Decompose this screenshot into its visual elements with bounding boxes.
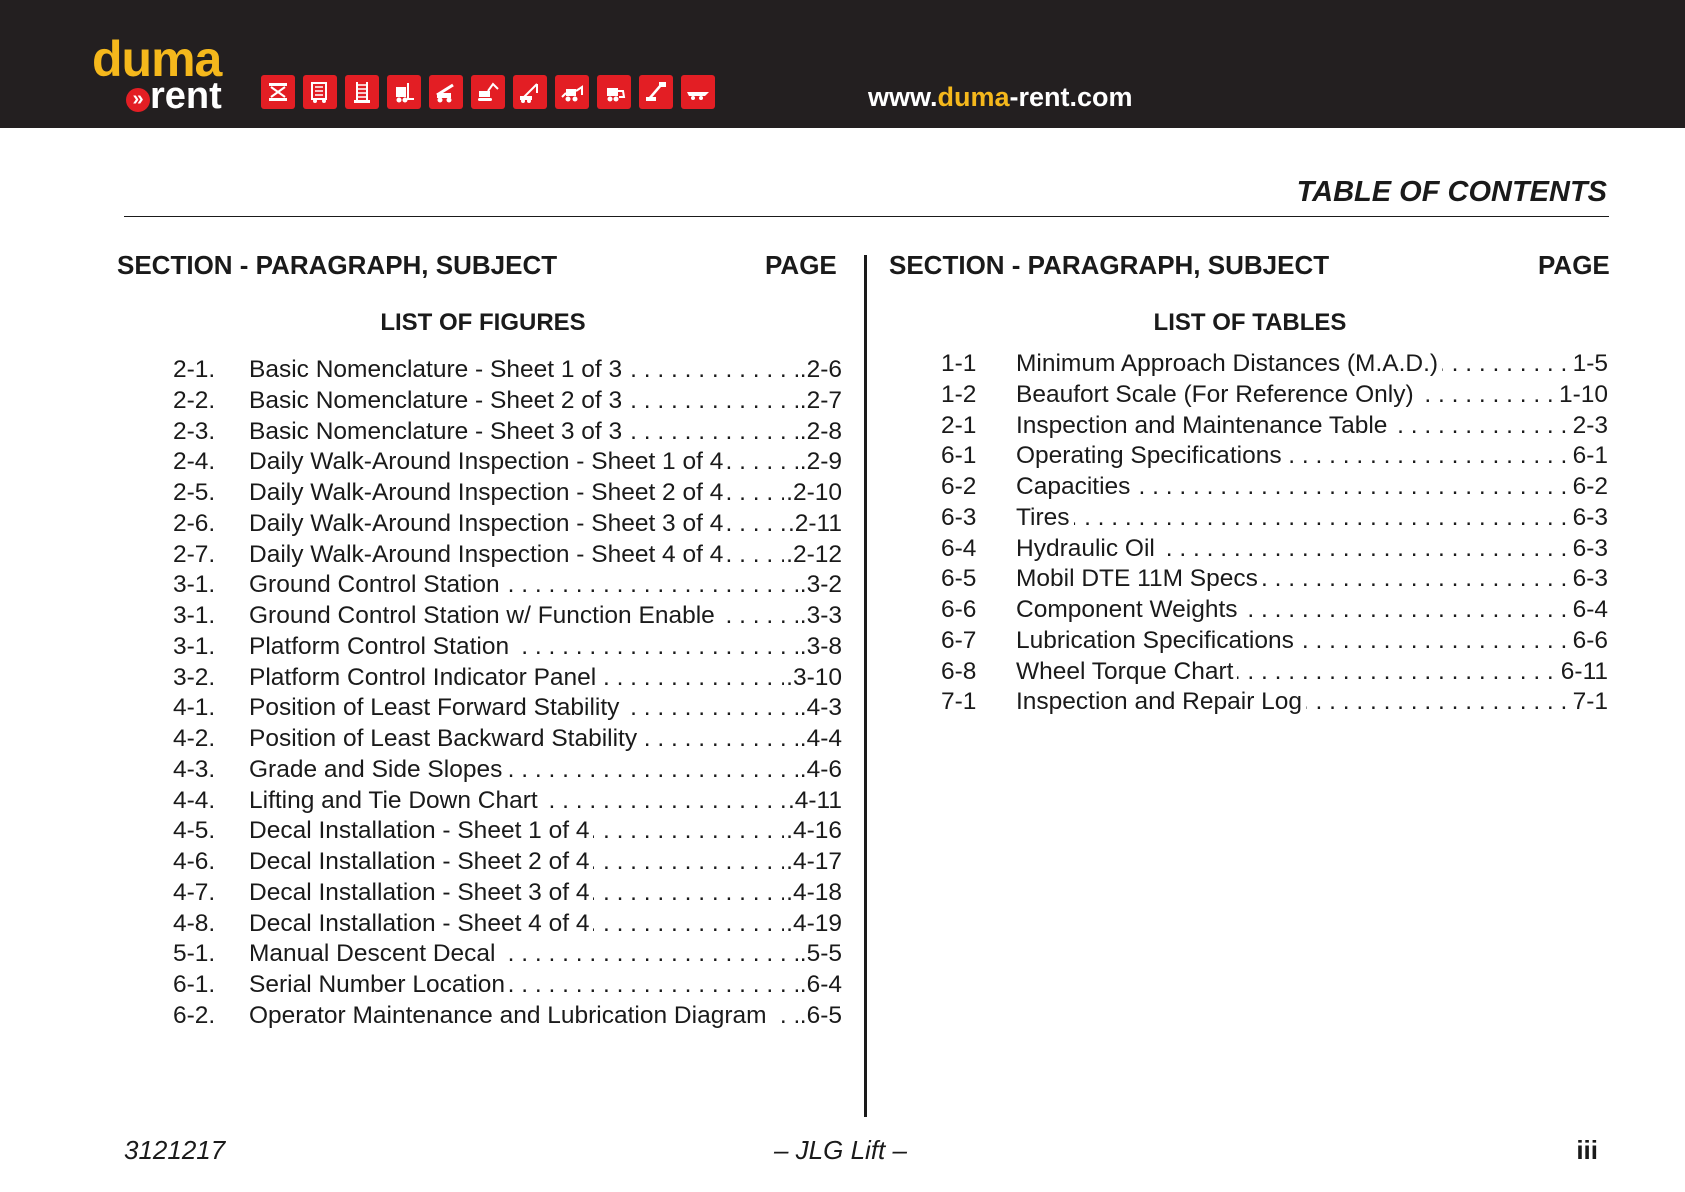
toc-entry[interactable] [941, 503, 1608, 534]
scissor-lift-icon [261, 75, 295, 109]
entry-title-leader [249, 786, 842, 817]
toc-entry[interactable] [173, 755, 842, 786]
toc-entry[interactable] [941, 564, 1608, 595]
right-header-subject: SECTION - PARAGRAPH, SUBJECT [889, 250, 1330, 280]
entry-title: Beaufort Scale (For Reference Only) [1016, 381, 1418, 408]
entry-page: 6-3 [1571, 534, 1608, 565]
toc-entry[interactable] [173, 417, 842, 448]
header-banner [0, 0, 1685, 128]
toc-entry[interactable] [941, 534, 1608, 565]
figures-list [173, 355, 842, 1032]
website-prefix: www. [868, 82, 938, 112]
logo-chevron-icon: » [126, 88, 150, 112]
entry-title: Decal Installation - Sheet 3 of 4 [249, 879, 593, 906]
left-header-subject: SECTION - PARAGRAPH, SUBJECT [117, 250, 558, 280]
aerial-platform-icon [639, 75, 673, 109]
entry-title-leader [1016, 564, 1608, 595]
entry-number: 2-1 [941, 411, 977, 439]
footer-center: – JLG Lift – [774, 1135, 907, 1165]
entry-page: .2-8 [798, 417, 842, 448]
entry-page: 1-10 [1557, 380, 1608, 411]
entry-title-leader [249, 970, 842, 1001]
entry-page: 6-4 [1571, 595, 1608, 626]
entry-page: 6-3 [1571, 503, 1608, 534]
entry-title: Platform Control Station [249, 633, 513, 660]
entry-title: Operator Maintenance and Lubrication Diagram [249, 1002, 771, 1029]
logo-duma-text: duma [92, 31, 222, 87]
entry-title: Platform Control Indicator Panel [249, 664, 600, 691]
entry-title-leader [249, 1001, 842, 1032]
entry-number: 3-1. [173, 602, 216, 629]
entry-title-leader [1016, 411, 1608, 442]
mast-lift-icon [345, 75, 379, 109]
entry-title-leader [249, 724, 842, 755]
toc-entry[interactable] [941, 411, 1608, 442]
list-of-tables-title: LIST OF TABLES [1153, 309, 1347, 336]
entry-title-leader [249, 755, 842, 786]
entry-title: Serial Number Location [249, 971, 509, 998]
toc-entry[interactable] [173, 878, 842, 909]
toc-entry[interactable] [941, 687, 1608, 718]
entry-number: 6-8 [941, 657, 977, 685]
entry-title-leader [1016, 595, 1608, 626]
entry-title: Inspection and Repair Log [1016, 688, 1306, 715]
entry-number: 6-7 [941, 626, 977, 654]
entry-title: Wheel Torque Chart [1016, 658, 1237, 685]
entry-title-leader [249, 570, 842, 601]
entry-title: Daily Walk-Around Inspection - Sheet 3 of 4 [249, 510, 727, 537]
toc-entry[interactable] [173, 786, 842, 817]
entry-title: Minimum Approach Distances (M.A.D.) [1016, 350, 1442, 377]
entry-page: .4-3 [798, 693, 842, 724]
loader-icon [597, 75, 631, 109]
entry-number: 2-1. [173, 356, 216, 383]
entry-page: .6-5 [798, 1001, 842, 1032]
entry-number: 6-1 [941, 442, 977, 470]
entry-number: 2-3. [173, 417, 216, 445]
toc-entry[interactable] [173, 478, 842, 509]
entry-title-leader [249, 478, 842, 509]
entry-number: 5-1. [173, 940, 216, 968]
toc-entry[interactable] [941, 441, 1608, 472]
entry-page: 2-3 [1571, 411, 1608, 442]
entry-title-leader [249, 601, 842, 632]
toc-entry[interactable] [173, 632, 842, 663]
entry-page: 6-1 [1571, 441, 1608, 472]
toc-entry[interactable] [173, 847, 842, 878]
entry-title: Ground Control Station w/ Function Enable [249, 602, 719, 629]
toc-entry[interactable] [173, 509, 842, 540]
toc-entry[interactable] [941, 657, 1608, 688]
entry-number: 6-4 [941, 534, 977, 562]
entry-page: .4-16 [784, 816, 842, 847]
toc-entry[interactable] [173, 816, 842, 847]
toc-entry[interactable] [173, 724, 842, 755]
entry-number: 6-2 [941, 473, 977, 500]
entry-number: 4-1. [173, 694, 216, 722]
entry-title: Basic Nomenclature - Sheet 2 of 3 [249, 387, 626, 414]
entry-page: .2-12 [784, 540, 842, 571]
entry-title-leader [1016, 441, 1608, 472]
entry-title: Daily Walk-Around Inspection - Sheet 4 of 4 [249, 541, 727, 568]
entry-number: 4-5. [173, 817, 216, 845]
entry-number: 4-2. [173, 725, 216, 752]
entry-page: 1-5 [1571, 349, 1608, 380]
entry-title: Decal Installation - Sheet 4 of 4 [249, 910, 593, 937]
entry-title: Position of Least Forward Stability [249, 694, 623, 721]
entry-title-leader [1016, 657, 1608, 688]
entry-page: .6-4 [798, 970, 842, 1001]
entry-title: Component Weights [1016, 596, 1242, 623]
column-divider [864, 255, 867, 1117]
entry-number: 2-5. [173, 479, 216, 506]
entry-page: .3-10 [784, 663, 842, 694]
entry-number: 2-7. [173, 540, 216, 568]
entry-title: Operating Specifications [1016, 442, 1286, 469]
entry-page: .2-7 [798, 386, 842, 417]
toc-entry[interactable] [173, 939, 842, 970]
toc-entry[interactable] [173, 909, 842, 940]
entry-number: 6-2. [173, 1001, 216, 1029]
entry-page: 7-1 [1571, 687, 1608, 718]
toc-entry[interactable] [173, 386, 842, 417]
entry-page: .2-6 [798, 355, 842, 386]
toc-entry[interactable] [173, 663, 842, 694]
entry-page: .2-11 [786, 509, 842, 540]
entry-number: 4-7. [173, 878, 216, 906]
entry-title: Position of Least Backward Stability [249, 725, 641, 752]
forklift-icon [387, 75, 421, 109]
entry-page: .4-18 [784, 878, 842, 909]
entry-page: .4-11 [786, 786, 842, 817]
toc-entry[interactable] [173, 447, 842, 478]
entry-title-leader [1016, 534, 1608, 565]
entry-title-leader [249, 909, 842, 940]
entry-title: Daily Walk-Around Inspection - Sheet 1 of 4 [249, 448, 727, 475]
entry-title: Basic Nomenclature - Sheet 3 of 3 [249, 418, 626, 445]
toc-entry[interactable] [173, 601, 842, 632]
website-link[interactable] [868, 80, 1133, 114]
entry-title-leader [1016, 472, 1608, 503]
telehandler-icon [429, 75, 463, 109]
entry-page: 6-6 [1571, 626, 1608, 657]
doc-number: 3121217 [124, 1135, 226, 1165]
boom-lift-icon [303, 75, 337, 109]
entry-title: Mobil DTE 11M Specs [1016, 565, 1262, 592]
entry-number: 4-3. [173, 755, 216, 783]
toc-entry[interactable] [941, 626, 1608, 657]
entry-title: Ground Control Station [249, 571, 504, 598]
entry-title-leader [1016, 626, 1608, 657]
toc-entry[interactable] [941, 380, 1608, 411]
entry-page: 6-3 [1571, 564, 1608, 595]
entry-title-leader [249, 632, 842, 663]
entry-number: 2-2. [173, 386, 216, 414]
entry-number: 7-1 [941, 688, 977, 716]
entry-page: .4-6 [798, 755, 842, 786]
entry-title-leader [249, 386, 842, 417]
entry-title-leader [249, 847, 842, 878]
entry-title: Lubrication Specifications [1016, 627, 1298, 654]
entry-number: 6-5 [941, 565, 977, 593]
entry-page: .4-4 [798, 724, 842, 755]
entry-title: Tires [1016, 504, 1074, 531]
toc-entry[interactable] [173, 570, 842, 601]
entry-number: 4-6. [173, 848, 216, 875]
entry-number: 6-6 [941, 596, 977, 623]
entry-number: 2-6. [173, 509, 216, 537]
list-of-figures-title: LIST OF FIGURES [380, 309, 586, 336]
toc-entry[interactable] [173, 1001, 842, 1032]
trailer-icon [681, 75, 715, 109]
entry-title-leader [249, 355, 842, 386]
entry-page: .2-9 [798, 447, 842, 478]
entry-title-leader [249, 417, 842, 448]
entry-page: .2-10 [784, 478, 842, 509]
entry-number: 1-2 [941, 380, 977, 408]
machine-icon-strip [261, 75, 715, 111]
entry-title-leader [1016, 380, 1608, 411]
toc-entry[interactable] [173, 355, 842, 386]
entry-title: Grade and Side Slopes [249, 756, 506, 783]
entry-number: 6-1. [173, 971, 216, 998]
toc-entry[interactable] [173, 970, 842, 1001]
entry-title-leader [1016, 503, 1608, 534]
page-number: iii [1576, 1135, 1598, 1165]
right-header-page: PAGE [1538, 250, 1610, 280]
entry-title-leader [249, 540, 842, 571]
entry-title: Capacities [1016, 473, 1134, 500]
toc-entry[interactable] [941, 472, 1608, 503]
tables-list [941, 349, 1608, 718]
website-suffix: -rent.com [1009, 82, 1133, 112]
entry-number: 1-1 [941, 350, 977, 377]
entry-title-leader [249, 509, 842, 540]
entry-title-leader [1016, 349, 1608, 380]
entry-title-leader [249, 663, 842, 694]
entry-page: .4-17 [784, 847, 842, 878]
entry-title: Daily Walk-Around Inspection - Sheet 2 of 4 [249, 479, 727, 506]
entry-title: Decal Installation - Sheet 1 of 4 [249, 817, 593, 844]
entry-title: Lifting and Tie Down Chart [249, 787, 542, 814]
website-highlight: duma [937, 82, 1010, 112]
entry-number: 6-3 [941, 503, 977, 531]
entry-title-leader [249, 939, 842, 970]
entry-number: 3-2. [173, 663, 216, 691]
left-header-page: PAGE [765, 250, 837, 280]
entry-page: .3-8 [798, 632, 842, 663]
entry-title-leader [249, 878, 842, 909]
entry-title-leader [249, 447, 842, 478]
entry-page: .3-2 [798, 570, 842, 601]
backhoe-icon [555, 75, 589, 109]
entry-page: 6-11 [1559, 657, 1608, 688]
page-title: TABLE OF CONTENTS [1296, 176, 1607, 208]
entry-title-leader [249, 816, 842, 847]
entry-title: Hydraulic Oil [1016, 535, 1159, 562]
entry-page: .4-19 [784, 909, 842, 940]
entry-page: .5-5 [798, 939, 842, 970]
toc-entry[interactable] [173, 540, 842, 571]
entry-number: 4-8. [173, 909, 216, 937]
toc-entry[interactable] [941, 349, 1608, 380]
entry-title: Inspection and Maintenance Table [1016, 412, 1391, 439]
entry-title: Basic Nomenclature - Sheet 1 of 3 [249, 356, 626, 383]
entry-title: Decal Installation - Sheet 2 of 4 [249, 848, 593, 875]
entry-page: 6-2 [1571, 472, 1608, 503]
entry-number: 3-1. [173, 632, 216, 660]
entry-title: Manual Descent Decal [249, 940, 499, 967]
toc-entry[interactable] [173, 693, 842, 724]
entry-number: 3-1. [173, 571, 216, 599]
entry-page: .3-3 [798, 601, 842, 632]
entry-number: 4-4. [173, 786, 216, 814]
entry-number: 2-4. [173, 448, 216, 476]
logo-rent-text: rent [150, 75, 222, 117]
entry-title-leader [249, 693, 842, 724]
crane-icon [513, 75, 547, 109]
excavator-icon [471, 75, 505, 109]
entry-title-leader [1016, 687, 1608, 718]
title-rule [124, 216, 1609, 217]
toc-entry[interactable] [941, 595, 1608, 626]
